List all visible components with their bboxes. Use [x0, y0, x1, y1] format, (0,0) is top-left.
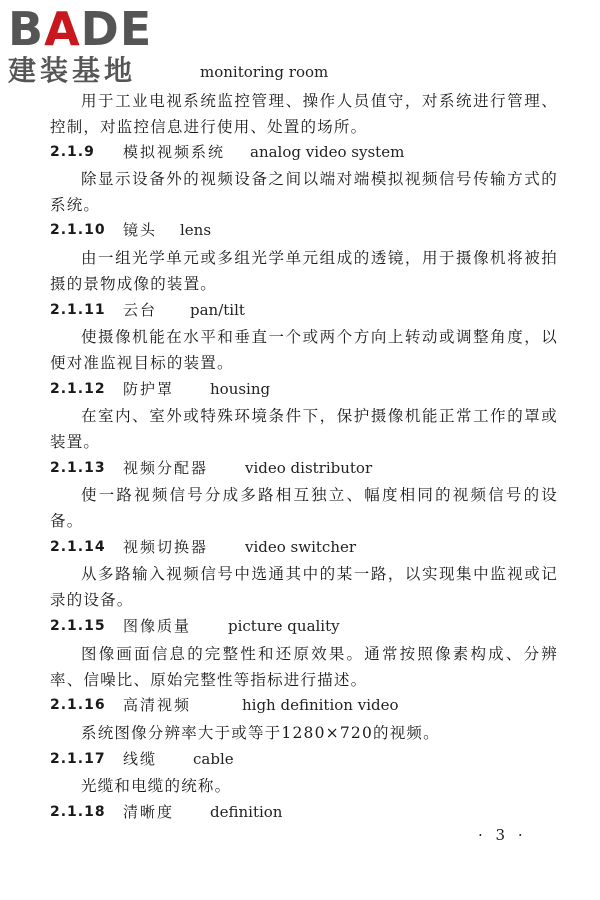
term-chinese: 镜头 — [123, 221, 158, 239]
definition-2-1-10: 由一组光学单元或多组光学单元组成的透镜，用于摄像机将被拍摄的景物成像的装置。 — [50, 249, 558, 293]
logo-letter: A — [44, 2, 81, 56]
logo-letter: B — [8, 2, 45, 56]
term-number: 2.1.14 — [50, 539, 106, 555]
definition-2-1-14: 从多路输入视频信号中选通其中的某一路，以实现集中监视或记录的设备。 — [50, 565, 558, 609]
term-english: definition — [210, 803, 283, 821]
term-chinese: 清晰度 — [123, 803, 175, 821]
definition-2-1-16: 系统图像分辨率大于或等于1280×720的视频。 — [81, 724, 440, 742]
term-chinese: 高清视频 — [123, 696, 192, 714]
term-chinese: 云台 — [123, 301, 158, 319]
term-english: high definition video — [242, 696, 399, 714]
term-number: 2.1.18 — [50, 804, 106, 820]
term-english: housing — [210, 380, 271, 398]
term-row-2-1-18 — [50, 799, 570, 825]
page-number: · 3 · — [478, 826, 527, 844]
term-row-2-1-16 — [50, 692, 570, 718]
definition-2-1-13: 使一路视频信号分成多路相互独立、幅度相同的视频信号的设备。 — [50, 486, 558, 530]
term-chinese: 线缆 — [123, 750, 158, 768]
definition-2-1-15: 图像画面信息的完整性和还原效果。通常按照像素构成、分辨率、信噪比、原始完整性等指标进行描述。 — [50, 645, 558, 689]
term-number: 2.1.9 — [50, 144, 95, 160]
term-number: 2.1.11 — [50, 302, 106, 318]
term-chinese: 视频切换器 — [123, 538, 209, 556]
term-row-2-1-14 — [50, 534, 570, 560]
logo-letter: E — [119, 2, 153, 56]
definition-2-1-8: 用于工业电视系统监控管理、操作人员值守，对系统进行管理、控制，对监控信息进行使用、处置的场所。 — [50, 92, 558, 136]
term-english: video switcher — [245, 538, 357, 556]
logo-letter: D — [80, 2, 120, 56]
term-number: 2.1.13 — [50, 460, 106, 476]
definition-2-1-17: 光缆和电缆的统称。 — [81, 777, 232, 795]
logo-latin-text — [8, 4, 152, 54]
term-row-2-1-13 — [50, 455, 570, 481]
term-number: 2.1.15 — [50, 618, 106, 634]
term-number: 2.1.10 — [50, 222, 106, 238]
term-chinese: 视频分配器 — [123, 459, 209, 477]
term-chinese: 图像质量 — [123, 617, 192, 635]
term-english: monitoring room — [200, 63, 329, 81]
term-english: lens — [180, 221, 212, 239]
term-chinese: 防护罩 — [123, 380, 175, 398]
term-row-2-1-15 — [50, 613, 570, 639]
term-english: picture quality — [228, 617, 340, 635]
term-number: 2.1.16 — [50, 697, 106, 713]
term-chinese: 模拟视频系统 — [123, 143, 226, 161]
term-row-2-1-10 — [50, 217, 570, 243]
term-row-2-1-8 — [50, 59, 570, 85]
logo-chinese-text: 建装基地 — [8, 54, 137, 87]
definition-2-1-9: 除显示设备外的视频设备之间以端对端模拟视频信号传输方式的系统。 — [50, 170, 558, 214]
term-english: pan/tilt — [190, 301, 245, 319]
definition-2-1-11: 使摄像机能在水平和垂直一个或两个方向上转动或调整角度，以便对准监视目标的装置。 — [50, 328, 558, 372]
term-number: 2.1.17 — [50, 751, 106, 767]
term-english: video distributor — [245, 459, 373, 477]
term-english: analog video system — [250, 143, 405, 161]
term-row-2-1-11 — [50, 297, 570, 323]
definition-2-1-12: 在室内、室外或特殊环境条件下，保护摄像机能正常工作的罩或装置。 — [50, 407, 558, 451]
logo-latin-word — [8, 2, 152, 56]
term-row-2-1-9 — [50, 139, 570, 165]
term-row-2-1-17 — [50, 746, 570, 772]
term-number: 2.1.12 — [50, 381, 106, 397]
term-row-2-1-12 — [50, 376, 570, 402]
term-english: cable — [193, 750, 234, 768]
